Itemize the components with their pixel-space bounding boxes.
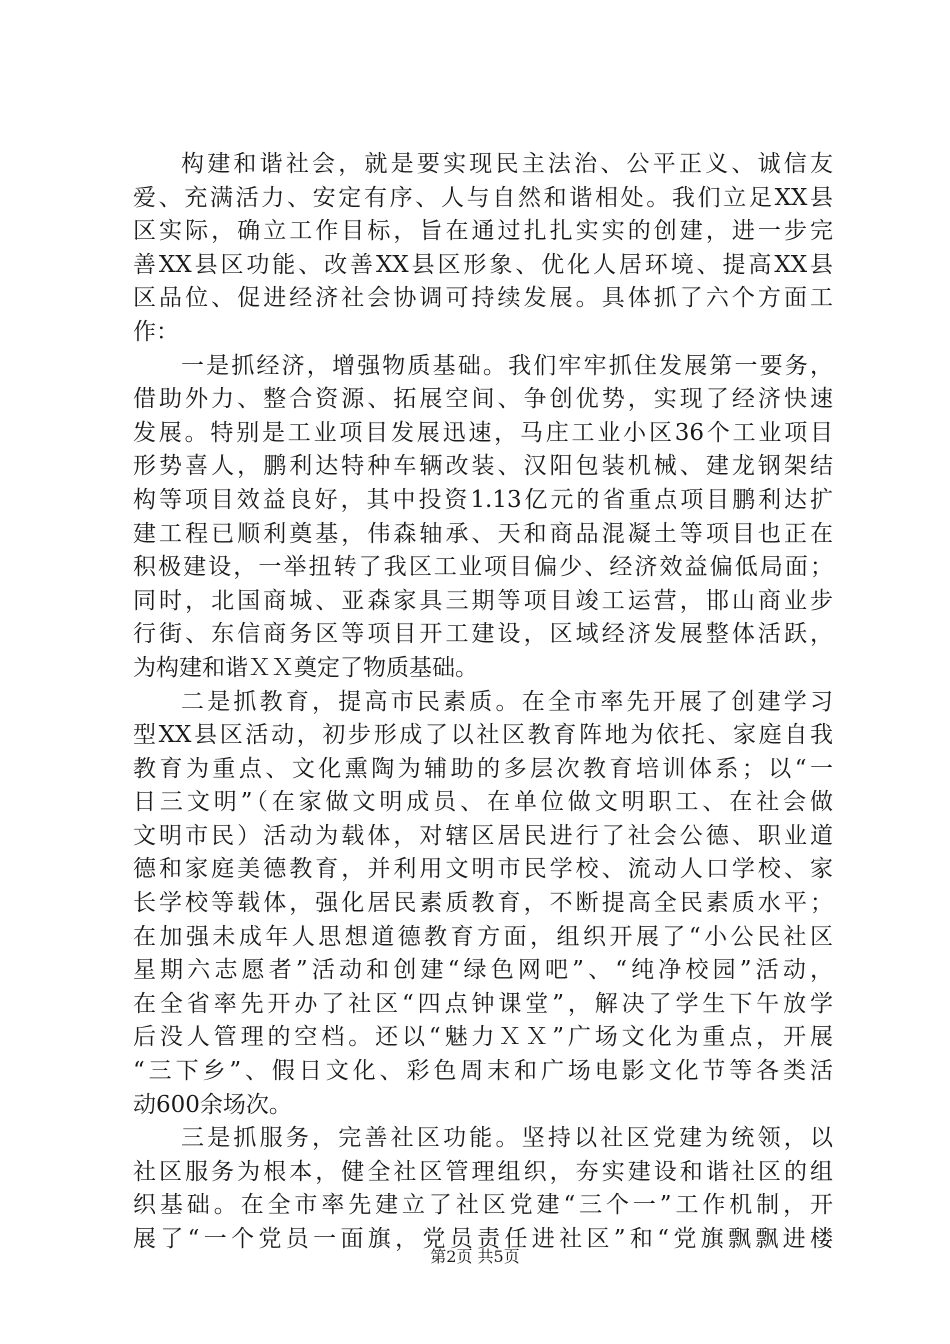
- paragraph-line: 一是抓经济，增强物质基础。我们牢牢抓住发展第一要务，: [181, 352, 833, 379]
- paragraph-line: 星期六志愿者”活动和创建“绿色网吧”、“纯净校园”活动，: [133, 957, 833, 984]
- paragraph-line: 在全省率先开办了社区“四点钟课堂”，解决了学生下午放学: [133, 990, 833, 1017]
- document-body: [133, 148, 833, 1257]
- paragraph-line: 后没人管理的空档。还以“魅力ＸＸ”广场文化为重点，开展: [133, 1024, 833, 1051]
- paragraph-line: 展了“一个党员一面旗，党员责任进社区”和“党旗飘飘进楼: [133, 1226, 833, 1252]
- paragraph-line: 区品位、促进经济社会协调可持续发展。具体抓了六个方面工: [133, 285, 833, 312]
- paragraph-line: 行街、东信商务区等项目开工建设，区域经济发展整体活跃，: [133, 621, 833, 648]
- paragraph-line: 形势喜人，鹏利达特种车辆改装、汉阳包装机械、建龙钢架结: [133, 453, 833, 480]
- paragraph-line: 构等项目效益良好，其中投资1.13亿元的省重点项目鹏利达扩: [133, 486, 833, 513]
- paragraph-line: 借助外力、整合资源、拓展空间、争创优势，实现了经济快速: [133, 386, 833, 413]
- paragraph-line: 在加强未成年人思想道德教育方面，组织开展了“小公民社区: [133, 923, 833, 950]
- paragraph-line: 织基础。在全市率先建立了社区党建“三个一”工作机制，开: [133, 1192, 833, 1219]
- paragraph-line: 长学校等载体，强化居民素质教育，不断提高全民素质水平；: [133, 890, 833, 917]
- paragraph-line: 社区服务为根本，健全社区管理组织，夯实建设和谐社区的组: [133, 1158, 833, 1185]
- paragraph-line: 三是抓服务，完善社区功能。坚持以社区党建为统领，以: [181, 1125, 833, 1152]
- paragraph-line: “三下乡”、假日文化、彩色周末和广场电影文化节等各类活: [133, 1058, 833, 1085]
- paragraph-line: 德和家庭美德教育，并利用文明市民学校、流动人口学校、家: [133, 856, 833, 883]
- paragraph-line: 同时，北国商城、亚森家具三期等项目竣工运营，邯山商业步: [133, 587, 833, 614]
- page-footer: 第2页 共5页: [430, 1247, 520, 1266]
- paragraph-line: 建工程已顺利奠基，伟森轴承、天和商品混凝土等项目也正在: [133, 520, 833, 547]
- paragraph-line: 教育为重点、文化熏陶为辅助的多层次教育培训体系；以“一: [133, 755, 833, 782]
- paragraph-line: 文明市民）活动为载体，对辖区居民进行了社会公德、职业道: [133, 822, 833, 849]
- paragraph-line: 区实际，确立工作目标，旨在通过扎扎实实的创建，进一步完: [133, 218, 833, 245]
- paragraph-line: 二是抓教育，提高市民素质。在全市率先开展了创建学习: [181, 688, 833, 715]
- paragraph-line: 作：: [133, 318, 179, 345]
- paragraph-line: 日三文明”（在家做文明成员、在单位做文明职工、在社会做: [133, 789, 833, 816]
- paragraph-line: 爱、充满活力、安定有序、人与自然和谐相处。我们立足XX县: [133, 184, 833, 211]
- paragraph-line: 构建和谐社会，就是要实现民主法治、公平正义、诚信友: [181, 151, 833, 177]
- paragraph-line: 发展。特别是工业项目发展迅速，马庄工业小区36个工业项目: [133, 419, 833, 446]
- paragraph-line: 型XX县区活动，初步形成了以社区教育阵地为依托、家庭自我: [133, 722, 833, 749]
- paragraph-line: 为构建和谐ＸＸ奠定了物质基础。: [133, 654, 478, 681]
- paragraph-line: 积极建设，一举扭转了我区工业项目偏少、经济效益偏低局面；: [133, 554, 833, 581]
- paragraph-line: 善XX县区功能、改善XX县区形象、优化人居环境、提高XX县: [133, 251, 833, 278]
- paragraph-line: 动600余场次。: [133, 1091, 292, 1118]
